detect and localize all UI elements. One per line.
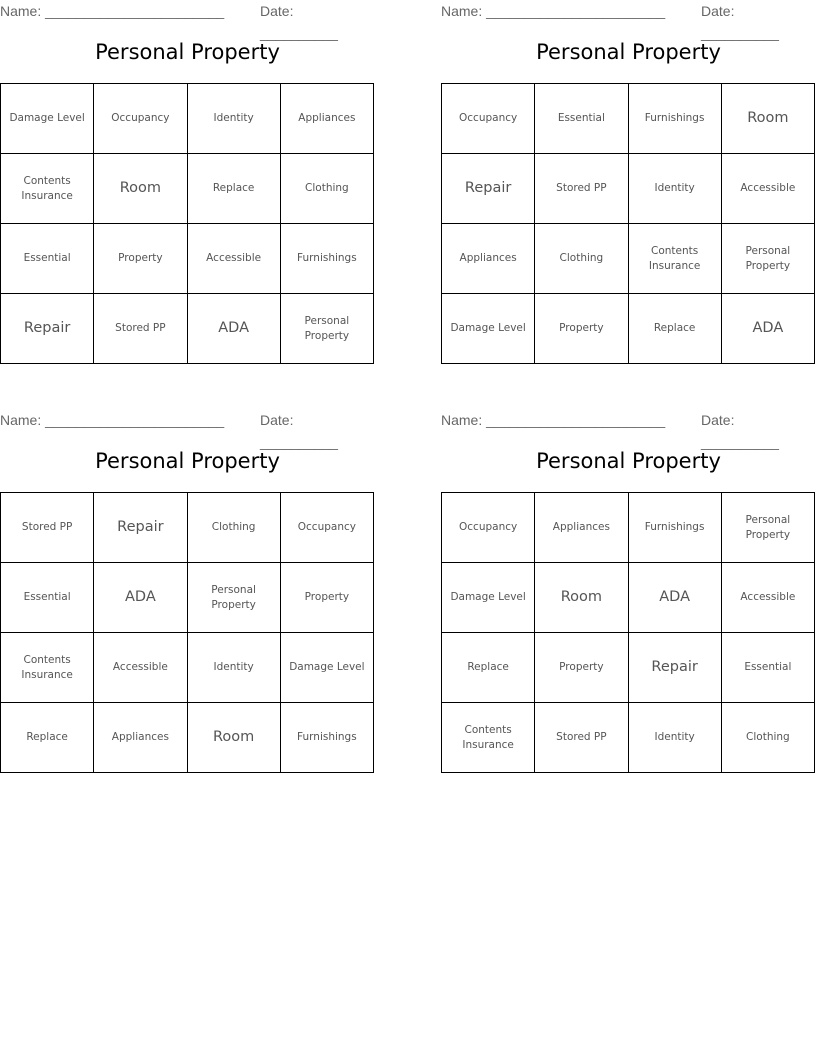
grid-cell: Appliances bbox=[280, 84, 373, 154]
grid-row bbox=[442, 703, 815, 773]
date-label: Date: __________ bbox=[260, 3, 338, 41]
grid-cell: Personal Property bbox=[721, 224, 814, 294]
card-title: Personal Property bbox=[536, 40, 721, 64]
grid-cell: Personal Property bbox=[721, 493, 814, 563]
bingo-grid bbox=[0, 83, 374, 364]
grid-cell: Room bbox=[94, 154, 187, 224]
grid-cell: Property bbox=[94, 224, 187, 294]
grid-cell: Clothing bbox=[721, 703, 814, 773]
grid-cell: Personal Property bbox=[280, 294, 373, 364]
grid-cell: Identity bbox=[628, 154, 721, 224]
grid-cell: Occupancy bbox=[442, 84, 535, 154]
grid-cell: Damage Level bbox=[280, 633, 373, 703]
date-label: Date: __________ bbox=[701, 3, 779, 41]
grid-cell: Occupancy bbox=[280, 493, 373, 563]
grid-cell: Property bbox=[535, 294, 628, 364]
grid-cell: Clothing bbox=[535, 224, 628, 294]
grid-row bbox=[442, 563, 815, 633]
bingo-grid bbox=[441, 492, 815, 773]
grid-cell: Replace bbox=[1, 703, 94, 773]
grid-cell: ADA bbox=[94, 563, 187, 633]
date-label: Date: __________ bbox=[260, 412, 338, 450]
grid-cell: ADA bbox=[187, 294, 280, 364]
grid-cell: Identity bbox=[187, 633, 280, 703]
grid-cell: Essential bbox=[1, 563, 94, 633]
grid-cell: Room bbox=[721, 84, 814, 154]
grid-cell: Accessible bbox=[721, 154, 814, 224]
grid-row bbox=[442, 493, 815, 563]
grid-row bbox=[442, 154, 815, 224]
grid-cell: Damage Level bbox=[1, 84, 94, 154]
grid-cell: Damage Level bbox=[442, 563, 535, 633]
name-label: Name: _______________________ bbox=[441, 412, 666, 428]
grid-cell: Contents Insurance bbox=[628, 224, 721, 294]
grid-cell: Damage Level bbox=[442, 294, 535, 364]
grid-cell: Appliances bbox=[442, 224, 535, 294]
grid-cell: Property bbox=[535, 633, 628, 703]
grid-cell: Essential bbox=[535, 84, 628, 154]
grid-cell: Replace bbox=[442, 633, 535, 703]
grid-cell: Furnishings bbox=[628, 493, 721, 563]
grid-cell: Furnishings bbox=[628, 84, 721, 154]
grid-cell: Repair bbox=[1, 294, 94, 364]
grid-cell: Accessible bbox=[187, 224, 280, 294]
card-title: Personal Property bbox=[95, 449, 280, 473]
grid-row bbox=[1, 493, 374, 563]
card-header bbox=[0, 409, 375, 450]
grid-row bbox=[442, 84, 815, 154]
grid-cell: Identity bbox=[187, 84, 280, 154]
grid-cell: Repair bbox=[628, 633, 721, 703]
card-header bbox=[441, 0, 816, 41]
grid-cell: Clothing bbox=[280, 154, 373, 224]
date-label: Date: __________ bbox=[701, 412, 779, 450]
grid-cell: Stored PP bbox=[1, 493, 94, 563]
name-label: Name: _______________________ bbox=[0, 412, 225, 428]
name-label: Name: _______________________ bbox=[441, 3, 666, 19]
card-header bbox=[441, 409, 816, 450]
grid-cell: Property bbox=[280, 563, 373, 633]
grid-cell: Essential bbox=[721, 633, 814, 703]
name-label: Name: _______________________ bbox=[0, 3, 225, 19]
grid-row bbox=[1, 84, 374, 154]
card-title: Personal Property bbox=[536, 449, 721, 473]
grid-cell: Stored PP bbox=[535, 154, 628, 224]
grid-cell: Furnishings bbox=[280, 224, 373, 294]
grid-row bbox=[1, 633, 374, 703]
grid-cell: Clothing bbox=[187, 493, 280, 563]
card-header bbox=[0, 0, 375, 41]
bingo-grid bbox=[441, 83, 815, 364]
grid-cell: Furnishings bbox=[280, 703, 373, 773]
grid-cell: Contents Insurance bbox=[442, 703, 535, 773]
grid-cell: Contents Insurance bbox=[1, 633, 94, 703]
grid-cell: Replace bbox=[628, 294, 721, 364]
grid-cell: Appliances bbox=[535, 493, 628, 563]
grid-row bbox=[442, 633, 815, 703]
grid-row bbox=[1, 154, 374, 224]
grid-cell: Room bbox=[187, 703, 280, 773]
grid-cell: Appliances bbox=[94, 703, 187, 773]
grid-cell: Accessible bbox=[94, 633, 187, 703]
grid-cell: Stored PP bbox=[535, 703, 628, 773]
card-title: Personal Property bbox=[95, 40, 280, 64]
grid-cell: Repair bbox=[94, 493, 187, 563]
grid-cell: Stored PP bbox=[94, 294, 187, 364]
grid-row bbox=[1, 703, 374, 773]
grid-row bbox=[1, 563, 374, 633]
grid-cell: Room bbox=[535, 563, 628, 633]
grid-cell: Occupancy bbox=[442, 493, 535, 563]
grid-cell: Occupancy bbox=[94, 84, 187, 154]
grid-row bbox=[1, 224, 374, 294]
grid-row bbox=[442, 294, 815, 364]
grid-cell: Essential bbox=[1, 224, 94, 294]
grid-cell: Identity bbox=[628, 703, 721, 773]
grid-cell: Repair bbox=[442, 154, 535, 224]
grid-row bbox=[1, 294, 374, 364]
grid-cell: Accessible bbox=[721, 563, 814, 633]
grid-row bbox=[442, 224, 815, 294]
bingo-grid bbox=[0, 492, 374, 773]
grid-cell: Contents Insurance bbox=[1, 154, 94, 224]
grid-cell: Personal Property bbox=[187, 563, 280, 633]
grid-cell: ADA bbox=[628, 563, 721, 633]
grid-cell: Replace bbox=[187, 154, 280, 224]
grid-cell: ADA bbox=[721, 294, 814, 364]
